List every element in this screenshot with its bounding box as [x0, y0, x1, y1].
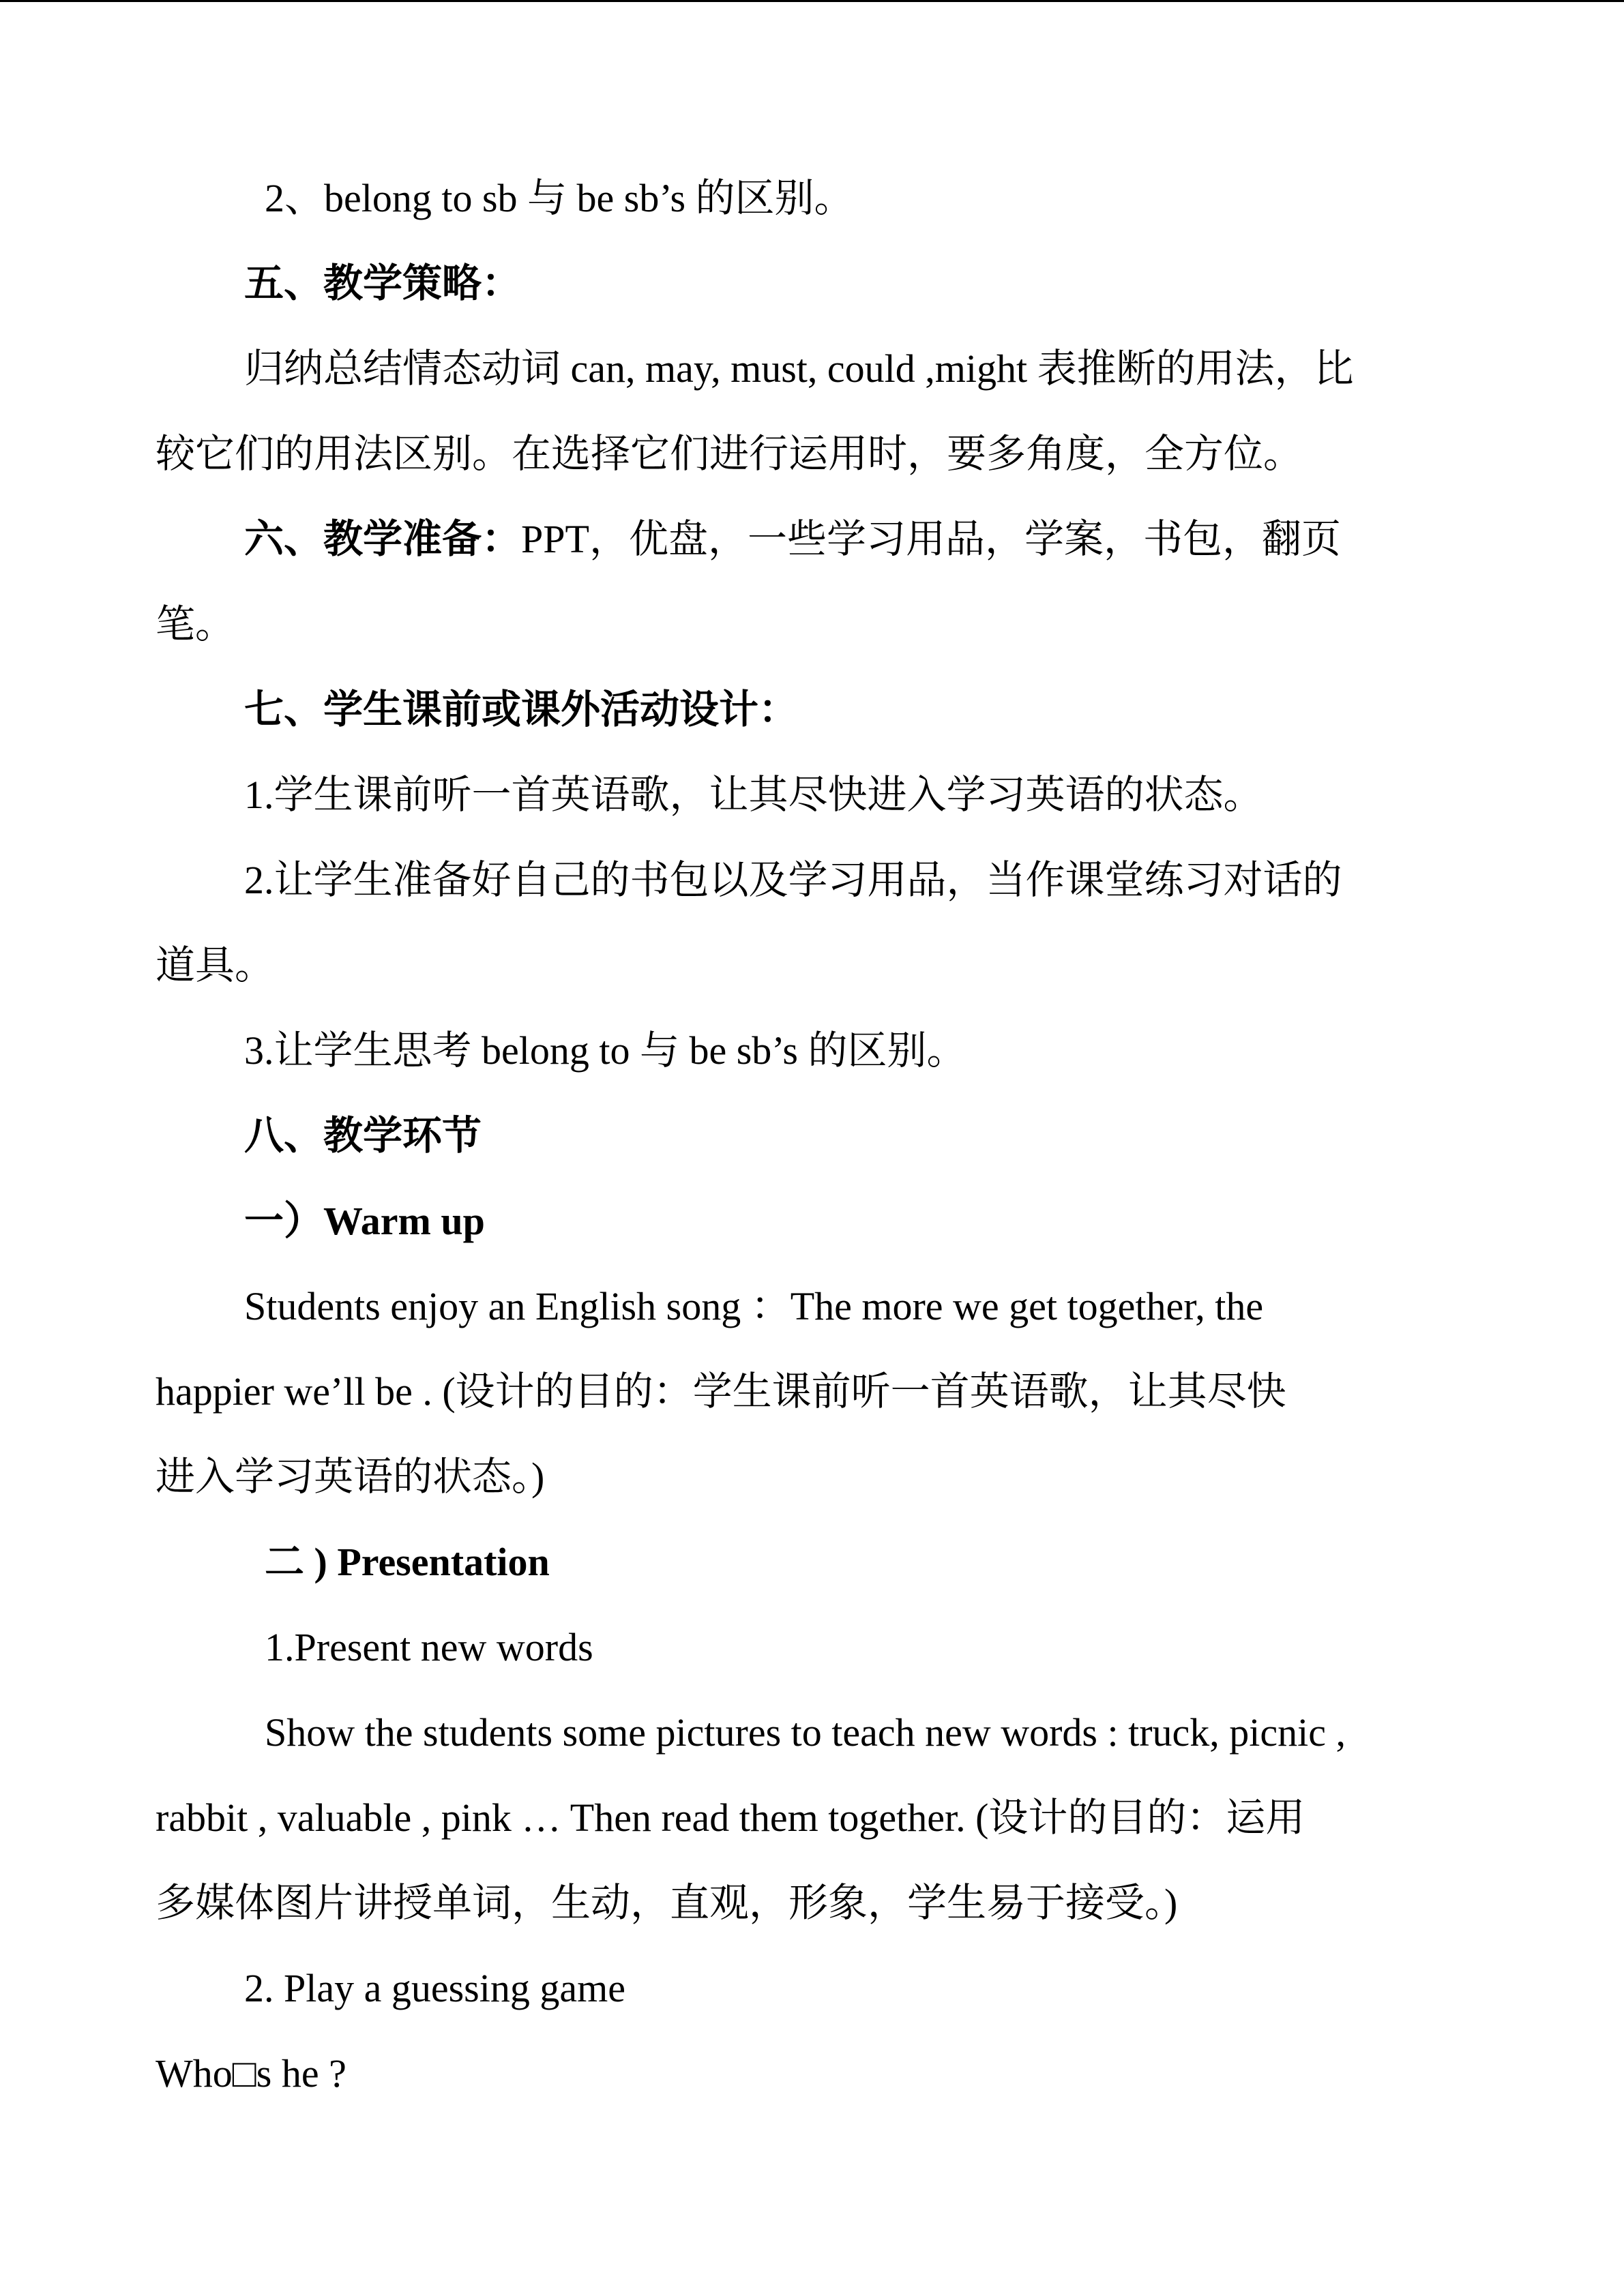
point-2-belong-to: 2、belong to sb 与 be sb’s 的区别。	[265, 176, 854, 220]
page-top-border	[0, 0, 1624, 2]
heading-warm-up: 一）Warm up	[244, 1199, 485, 1243]
warm-up-text-3: 进入学习英语的状态。)	[156, 1455, 545, 1499]
activity-item-3: 3.让学生思考 belong to 与 be sb’s 的区别。	[244, 1028, 966, 1073]
strategy-text-line-1	[244, 344, 1468, 393]
heading-teaching-steps: 八、教学环节	[244, 1114, 482, 1158]
present-new-words: 1.Present new words	[265, 1625, 593, 1669]
activity-item-1: 1.学生课前听一首英语歌，让其尽快进入学习英语的状态。	[244, 773, 1263, 817]
preparation-items-cont: 笔。	[156, 602, 235, 646]
heading-teaching-strategy: 五、教学策略：	[244, 261, 522, 305]
heading-presentation: 二 ) Presentation	[265, 1540, 550, 1584]
strategy-text-1: 归纳总结情态动词 can, may, must, could ,might 表推断的用法，比	[244, 346, 1354, 391]
warm-up-text-2: happier we’ll be . (设计的目的：学生课前听一首英语歌，让其尽快	[156, 1369, 1286, 1414]
activity-item-2-cont: 道具。	[156, 943, 275, 987]
new-words-text-2: rabbit , valuable , pink … Then read them together. (设计的目的：运用	[156, 1795, 1305, 1840]
heading-teaching-preparation: 六、教学准备：	[244, 517, 522, 561]
preparation-items: PPT，优盘，一些学习用品，学案，书包，翻页	[521, 517, 1341, 561]
heading-student-activities: 七、学生课前或课外活动设计：	[244, 687, 799, 732]
warm-up-text-1: Students enjoy an English song ：The more we get together, the	[244, 1284, 1264, 1328]
who-is-he: Who□s he ?	[156, 2051, 346, 2096]
activity-item-2: 2.让学生准备好自己的书包以及学习用品，当作课堂练习对话的	[244, 858, 1342, 902]
guessing-game: 2. Play a guessing game	[244, 1966, 625, 2010]
teaching-preparation	[244, 515, 1341, 564]
new-words-text-3: 多媒体图片讲授单词，生动，直观，形象，学生易于接受。)	[156, 1881, 1178, 1925]
new-words-text-1: Show the students some pictures to teach new words : truck, picnic ,	[265, 1710, 1346, 1755]
strategy-text-line-2: 较它们的用法区别。在选择它们进行运用时，要多角度，全方位。	[156, 432, 1303, 476]
